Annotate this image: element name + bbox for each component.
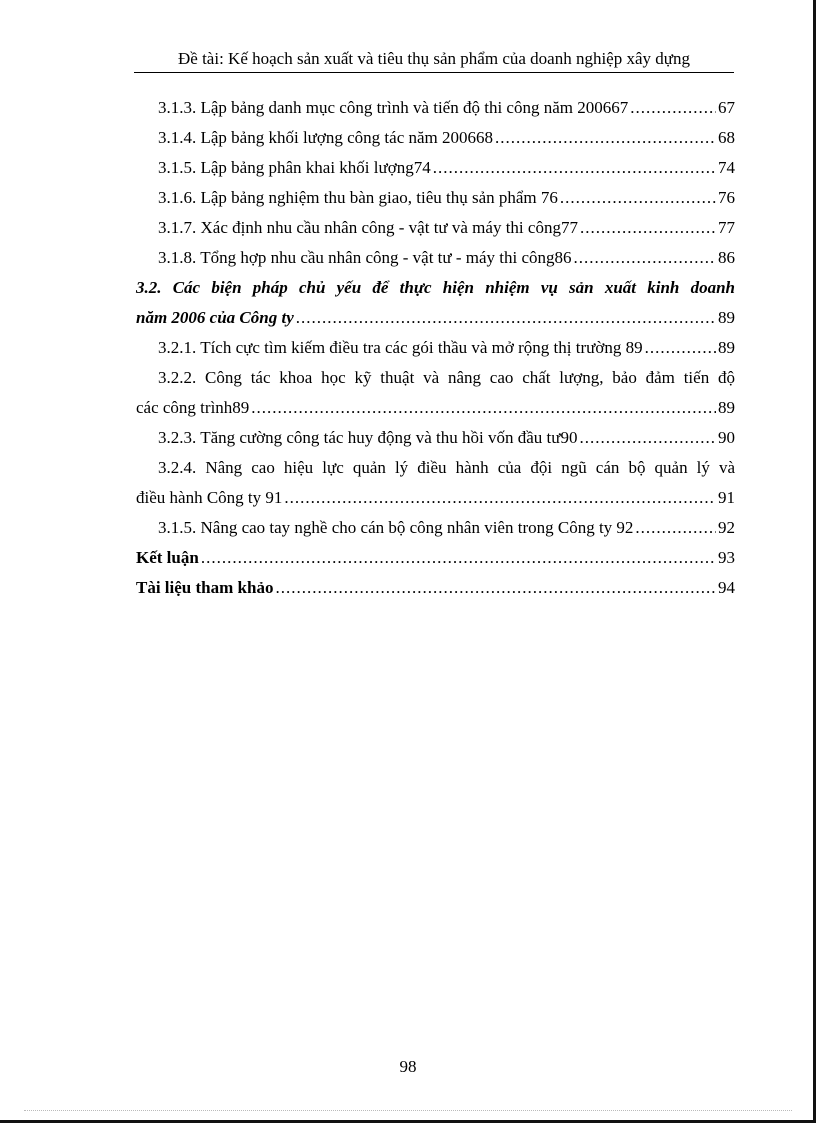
toc-entry-3-1-7[interactable] (136, 213, 735, 243)
dot-leader (574, 243, 716, 273)
toc-entry-3-1-6[interactable] (136, 183, 735, 213)
toc-entry-3-2-4[interactable] (136, 453, 735, 483)
toc-page-number: 67 (718, 98, 735, 117)
toc-entry-text: 3.1.7. Xác định nhu cầu nhân công - vật tư và máy thi công77 (158, 218, 578, 237)
toc-page-number: 89 (718, 338, 735, 357)
toc-page-number: 86 (718, 248, 735, 267)
toc-page-number: 76 (718, 188, 735, 207)
dot-leader (579, 423, 716, 453)
toc-page-number: 93 (718, 548, 735, 567)
toc-entry-3-1-5-b[interactable] (136, 513, 735, 543)
toc-section-3-2-cont[interactable] (136, 303, 735, 333)
table-of-contents (136, 93, 735, 603)
footer-divider (24, 1110, 792, 1111)
dot-leader (580, 213, 716, 243)
toc-entry-text: 3.2.1. Tích cực tìm kiếm điều tra các gói thầu và mở rộng thị trường 89 (158, 338, 643, 357)
dot-leader (296, 303, 716, 333)
toc-section-text-line2: năm 2006 của Công ty (136, 308, 294, 327)
toc-entry-text: 3.1.6. Lập bảng nghiệm thu bàn giao, tiêu thụ sản phẩm 76 (158, 188, 558, 207)
dot-leader (251, 393, 716, 423)
dot-leader (635, 513, 716, 543)
dot-leader (495, 123, 716, 153)
dot-leader (284, 483, 716, 513)
toc-entry-text: 3.1.3. Lập bảng danh mục công trình và tiến độ thi công năm 200667 (158, 98, 629, 117)
toc-page-number: 89 (718, 398, 735, 417)
toc-entry-text: Kết luận (136, 548, 199, 567)
toc-entry-text: Tài liệu tham khảo (136, 578, 274, 597)
toc-entry-3-1-8[interactable] (136, 243, 735, 273)
toc-entry-text-line2: các công trình89 (136, 398, 250, 417)
toc-page-number: 91 (718, 488, 735, 507)
toc-page-number: 74 (718, 158, 735, 177)
toc-entry-3-2-2[interactable] (136, 363, 735, 393)
toc-page-number: 90 (718, 428, 735, 447)
dot-leader (433, 153, 716, 183)
toc-entry-3-1-3[interactable] (136, 93, 735, 123)
running-header: Đề tài: Kế hoạch sản xuất và tiêu thụ sản phẩm của doanh nghiệp xây dựng (134, 48, 734, 73)
dot-leader (630, 93, 716, 123)
toc-page-number: 94 (718, 578, 735, 597)
toc-entry-3-2-3[interactable] (136, 423, 735, 453)
toc-entry-3-1-5[interactable] (136, 153, 735, 183)
toc-entry-3-1-4[interactable] (136, 123, 735, 153)
toc-entry-text: 3.1.5. Nâng cao tay nghề cho cán bộ công nhân viên trong Công ty 92 (158, 518, 634, 537)
page-number: 98 (399, 1057, 417, 1076)
dot-leader (645, 333, 716, 363)
dot-leader (275, 573, 716, 603)
toc-entry-text: 3.1.5. Lập bảng phân khai khối lượng74 (158, 158, 431, 177)
toc-entry-3-2-1[interactable] (136, 333, 735, 363)
toc-entry-text-line2: điều hành Công ty 91 (136, 488, 283, 507)
toc-entry-text: 3.1.8. Tổng hợp nhu cầu nhân công - vật tư - máy thi công86 (158, 248, 572, 267)
toc-section-3-2[interactable] (136, 273, 735, 303)
toc-entry-conclusion[interactable] (136, 543, 735, 573)
toc-entry-references[interactable] (136, 573, 735, 603)
toc-page-number: 68 (718, 128, 735, 147)
toc-entry-text: 3.2.3. Tăng cường công tác huy động và thu hồi vốn đầu tư90 (158, 428, 578, 447)
toc-entry-text: 3.1.4. Lập bảng khối lượng công tác năm 200668 (158, 128, 494, 147)
toc-page-number: 92 (718, 518, 735, 537)
toc-page-number: 89 (718, 308, 735, 327)
toc-entry-3-2-4-cont[interactable] (136, 483, 735, 513)
dot-leader (560, 183, 716, 213)
toc-entry-3-2-2-cont[interactable] (136, 393, 735, 423)
toc-page-number: 77 (718, 218, 735, 237)
toc-entry-text-line1: 3.2.4. Nâng cao hiệu lực quản lý điều hành của đội ngũ cán bộ quản lý và (158, 458, 735, 477)
toc-entry-text-line1: 3.2.2. Công tác khoa học kỹ thuật và nâng cao chất lượng, bảo đảm tiến độ (158, 368, 735, 387)
toc-section-text-line1: 3.2. Các biện pháp chủ yếu để thực hiện nhiệm vụ sản xuất kinh doanh (136, 278, 735, 297)
dot-leader (201, 543, 716, 573)
